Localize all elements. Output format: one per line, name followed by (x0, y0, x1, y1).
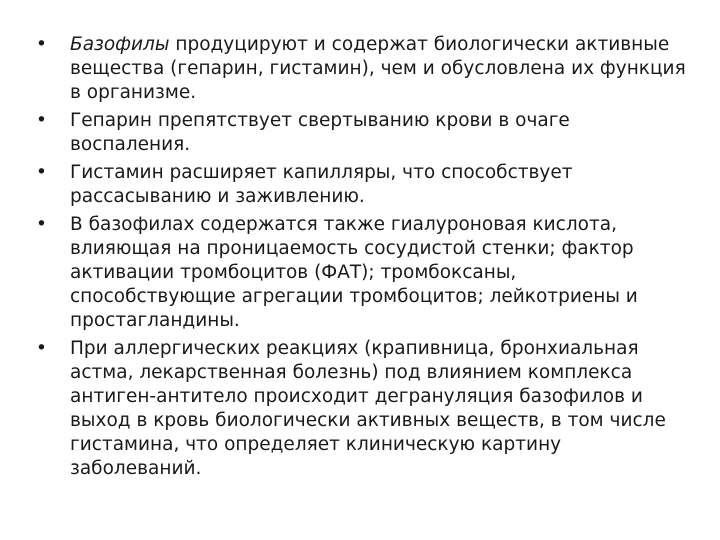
bullet-marker: • (36, 110, 47, 131)
bullet-item-other-substances (36, 213, 686, 333)
bullet-item-histamine (36, 161, 686, 209)
bullet-text: продуцируют и содержат биологически активные вещества (гепарин, гистамин), чем и обусловлена их функция в организме. (70, 34, 686, 103)
bullet-text: При аллергических реакциях (крапивница, бронхиальная астма, лекарственная болезнь) под влиянием комплекса антиген-антитело происходит дегрануляция базофилов и выход в кровь биологически активных веществ, в том числе гистамина, что определяет клиническую картину заболеваний. (70, 338, 666, 479)
bullet-text: Гепарин препятствует свертыванию крови в очаге воспаления. (70, 110, 570, 155)
bullet-item-allergic-reactions (36, 337, 686, 481)
bullet-marker: • (36, 34, 47, 55)
bullet-marker: • (36, 162, 47, 183)
bullet-marker: • (36, 338, 47, 359)
bullet-text: Гистамин расширяет капилляры, что способствует рассасыванию и заживлению. (70, 162, 573, 207)
bullet-term: Базофилы (70, 34, 170, 55)
bullet-marker: • (36, 214, 47, 235)
bullet-item-heparin (36, 109, 686, 157)
bullet-text: В базофилах содержатся также гиалуроновая кислота, влияющая на проницаемость сосудистой стенки; фактор активации тромбоцитов (ФАТ); тромбоксаны, способствующие агрегации тромбоцитов; лейкотриены и простагландины. (70, 214, 638, 331)
bullet-item-basophils (36, 33, 686, 105)
bullet-list (36, 33, 686, 485)
